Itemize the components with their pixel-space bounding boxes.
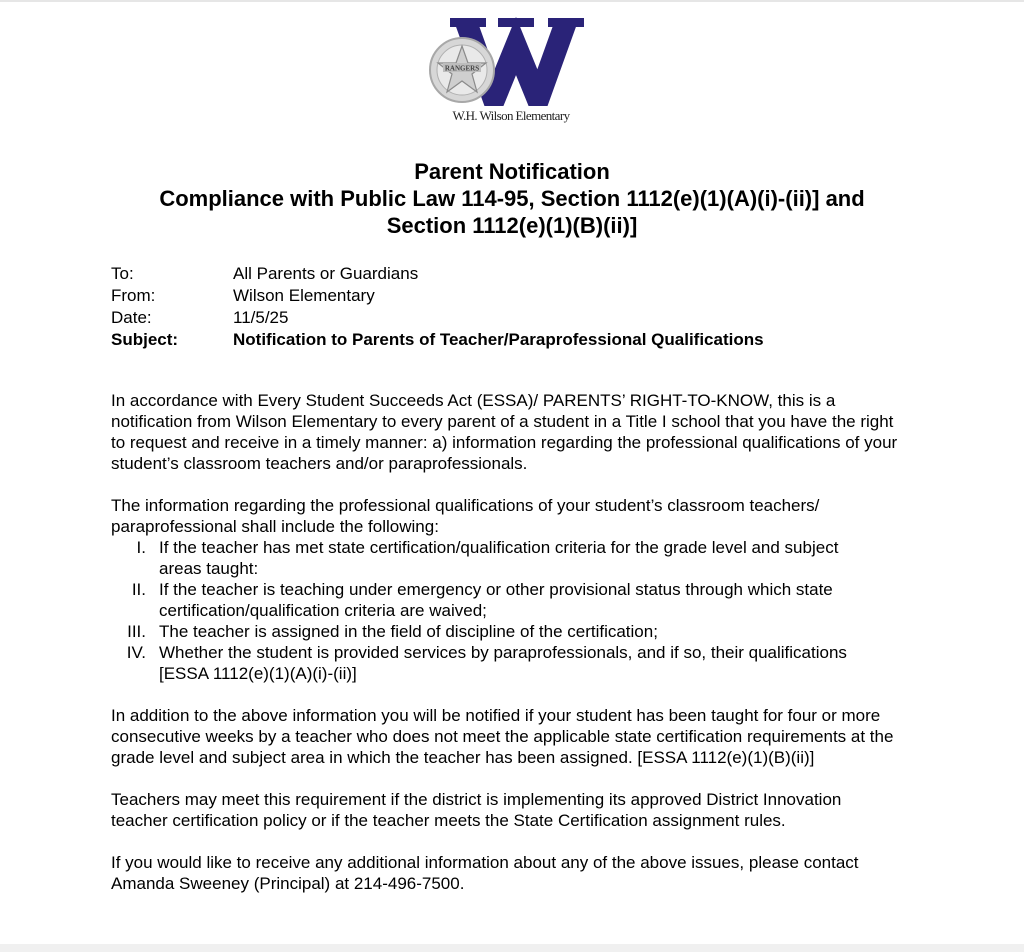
date-value: 11/5/25 (233, 308, 289, 327)
list-text: If the teacher has met state certification/qualification criteria for the grade level and subject areas taught: (159, 538, 839, 578)
badge-text: RANGERS (444, 64, 480, 73)
w-ranger-badge-logo-icon (426, 16, 596, 106)
qualifications-list (111, 537, 901, 684)
list-item (111, 537, 901, 579)
list-number: III. (127, 622, 146, 641)
paragraph-rights: In accordance with Every Student Succeeds Act (ESSA)/ PARENTS’ RIGHT-TO-KNOW, this is a notification from Wilson Elementary to every parent of a student in a Title I school that you have the right to request and receive in a timely manner: a) information regarding the professional qualifications of your student’s classroom teachers and/or paraprofessionals. (111, 391, 898, 473)
from-value: Wilson Elementary (233, 286, 375, 305)
school-logo (426, 16, 596, 126)
title-line-3: Section 1112(e)(1)(B)(ii)] (386, 213, 638, 238)
memo-date (111, 307, 764, 329)
list-number: I. (136, 538, 146, 557)
paragraph-qualifications-intro: The information regarding the professional qualifications of your student’s classroom teachers/ paraprofessional shall include the following: (111, 496, 820, 536)
to-value: All Parents or Guardians (233, 264, 419, 283)
document-body (111, 390, 901, 915)
memo-header (111, 263, 764, 351)
memo-subject (111, 329, 764, 351)
subject-label: Subject: (111, 330, 179, 349)
list-number: II. (131, 580, 146, 599)
subject-value: Notification to Parents of Teacher/Paraprofessional Qualifications (233, 330, 764, 349)
date-label: Date: (111, 308, 152, 327)
title-line-1: Parent Notification (414, 159, 610, 184)
list-number: IV. (126, 643, 146, 662)
logo-caption: W.H. Wilson Elementary (452, 108, 570, 123)
page-bottom-border (0, 944, 1024, 952)
to-label: To: (111, 264, 134, 283)
paragraph-requirement: Teachers may meet this requirement if the district is implementing its approved District Innovation teacher certification policy or if the teacher meets the State Certification assignment rules. (111, 790, 842, 830)
title-line-2: Compliance with Public Law 114-95, Section 1112(e)(1)(A)(i)-(ii)] and (159, 186, 865, 211)
list-text: The teacher is assigned in the field of discipline of the certification; (159, 622, 658, 641)
page-top-border (0, 0, 1024, 2)
paragraph-contact: If you would like to receive any additional information about any of the above issues, please contact Amanda Sweeney (Principal) at 214-496-7500. (111, 853, 859, 893)
list-item (111, 621, 901, 642)
paragraph-notification: In addition to the above information you will be notified if your student has been taught for four or more consecutive weeks by a teacher who does not meet the applicable state certification requirements at the grade level and subject area in which the teacher has been assigned. [ESSA 1112(e)(1)(B)(ii)] (111, 706, 894, 767)
list-item (111, 642, 901, 684)
list-text: Whether the student is provided services by paraprofessionals, and if so, their qualifications [ESSA 1112(e)(1)(A)(i)-(ii)] (159, 643, 847, 683)
memo-to (111, 263, 764, 285)
memo-from (111, 285, 764, 307)
list-item (111, 579, 901, 621)
document-title (0, 158, 1024, 239)
list-text: If the teacher is teaching under emergency or other provisional status through which state certification/qualification criteria are waived; (159, 580, 833, 620)
from-label: From: (111, 286, 156, 305)
